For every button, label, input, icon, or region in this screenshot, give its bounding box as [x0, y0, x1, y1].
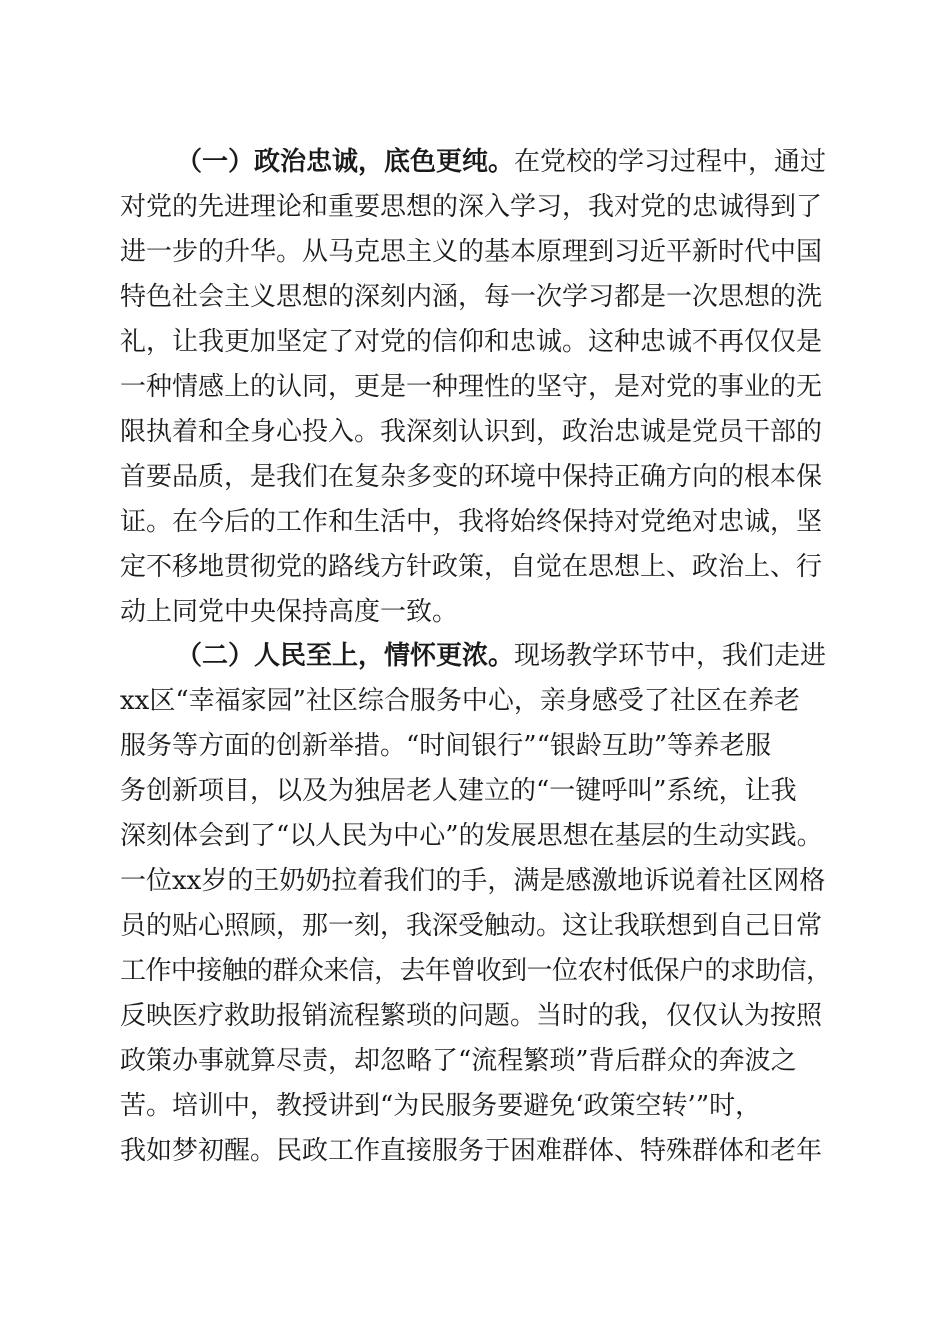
line-text: 对党的先进理论和重要思想的深入学习，我对党的忠诚得到了	[120, 192, 823, 222]
paragraph-2-line-12	[120, 1129, 832, 1173]
line-text: 证。在今后的工作和生活中，我将始终保持对党绝对忠诚，坚	[120, 507, 823, 537]
line-text: 务创新项目，以及为独居老人建立的“一键呼叫”系统，让我	[120, 776, 797, 806]
paragraph-2-line-5	[120, 814, 832, 858]
paragraph-2-line-6	[120, 859, 832, 903]
paragraph-1-line-9	[120, 500, 832, 544]
paragraph-1-line-6	[120, 365, 832, 409]
paragraph-2-line-4	[120, 769, 832, 813]
line-text: 现场教学环节中，我们走进	[514, 641, 827, 671]
paragraph-2-line-11	[120, 1084, 832, 1128]
line-text: xx区“幸福家园”社区综合服务中心，亲身感受了社区在养老	[120, 686, 800, 716]
line-text: 工作中接触的群众来信，去年曾收到一位农村低保户的求助信，	[120, 956, 832, 986]
paragraph-1-line-2	[120, 185, 832, 229]
line-text: 首要品质，是我们在复杂多变的环境中保持正确方向的根本保	[120, 462, 823, 492]
paragraph-2-line-9	[120, 994, 832, 1038]
paragraph-2-line-2	[120, 679, 832, 723]
paragraph-2-line-1	[176, 634, 832, 678]
line-text: 限执着和全身心投入。我深刻认识到，政治忠诚是党员干部的	[120, 417, 823, 447]
paragraph-1-line-3	[120, 230, 832, 274]
paragraph-1-line-7	[120, 410, 832, 454]
paragraph-1-line-1	[176, 140, 832, 184]
line-text: 员的贴心照顾，那一刻，我深受触动。这让我联想到自己日常	[120, 911, 823, 941]
line-text: 定不移地贯彻党的路线方针政策，自觉在思想上、政治上、行	[120, 552, 823, 582]
section-heading: （一）政治忠诚，底色更纯。	[176, 147, 515, 177]
line-text: 特色社会主义思想的深刻内涵，每一次学习都是一次思想的洗	[120, 282, 823, 312]
paragraph-1-line-11	[120, 590, 832, 634]
line-text: 一种情感上的认同，更是一种理性的坚守，是对党的事业的无	[120, 372, 823, 402]
line-text: 服务等方面的创新举措。“时间银行”“银龄互助”等养老服	[120, 731, 772, 761]
paragraph-2-line-10	[120, 1039, 832, 1083]
paragraph-1-line-8	[120, 455, 832, 499]
line-text: 我如梦初醒。民政工作直接服务于困难群体、特殊群体和老年	[120, 1136, 823, 1166]
paragraph-2-line-7	[120, 904, 832, 948]
line-text: 苦。培训中，教授讲到“为民服务要避免‘政策空转’”时，	[120, 1091, 762, 1121]
line-text: 动上同党中央保持高度一致。	[120, 597, 459, 627]
line-text: 深刻体会到了“以人民为中心”的发展思想在基层的生动实践。	[120, 821, 823, 851]
line-text: 进一步的升华。从马克思主义的基本原理到习近平新时代中国	[120, 237, 823, 267]
paragraph-1-line-4	[120, 275, 832, 319]
paragraph-1-line-10	[120, 545, 832, 589]
paragraph-2-line-3	[120, 724, 832, 768]
line-text: 政策办事就算尽责，却忽略了“流程繁琐”背后群众的奔波之	[120, 1046, 797, 1076]
line-text: 礼，让我更加坚定了对党的信仰和忠诚。这种忠诚不再仅仅是	[120, 327, 823, 357]
paragraph-1-line-5	[120, 320, 832, 364]
line-text: 一位xx岁的王奶奶拉着我们的手，满是感激地诉说着社区网格	[120, 866, 826, 896]
section-heading: （二）人民至上，情怀更浓。	[176, 641, 515, 671]
line-text: 反映医疗救助报销流程繁琐的问题。当时的我，仅仅认为按照	[120, 1001, 823, 1031]
line-text: 在党校的学习过程中，通过	[514, 147, 827, 177]
paragraph-2-line-8	[120, 949, 832, 993]
